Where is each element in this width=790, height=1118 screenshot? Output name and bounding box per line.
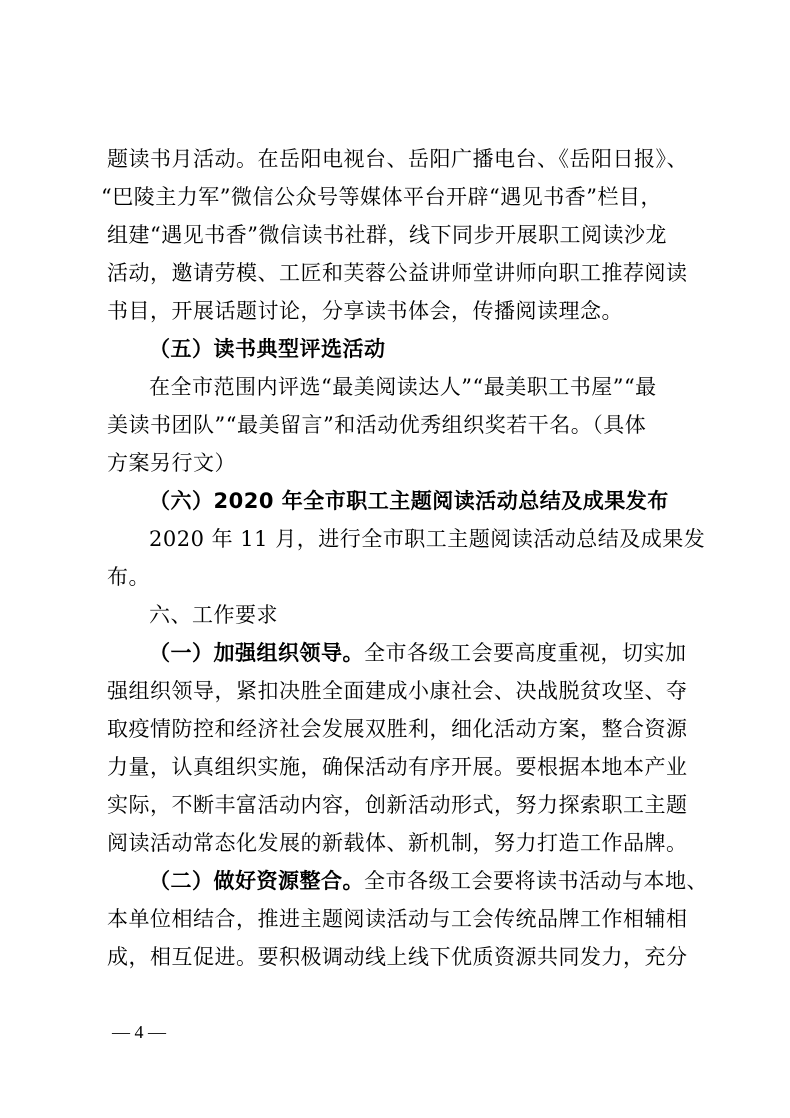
subsection-lead: （二）做好资源整合。 (149, 869, 364, 893)
text-line: 美读书团队”“最美留言”和活动优秀组织奖若干名。（具体 (107, 413, 647, 437)
section-heading: （六）2020 年全市职工主题阅读活动总结及成果发布 (149, 489, 669, 513)
text-line-rest: 全市各级工会要高度重视，切实加 (364, 641, 687, 665)
text-line: 活动，邀请劳模、工匠和芙蓉公益讲师堂讲师向职工推荐阅读 (107, 261, 688, 285)
page-number: — 4 — (112, 1022, 166, 1042)
text-line: 题读书月活动。在岳阳电视台、岳阳广播电台、《岳阳日报》、 (107, 147, 688, 171)
text-line: 实际，不断丰富活动内容，创新活动形式，努力探索职工主题 (107, 793, 688, 817)
text-line: 强组织领导，紧扣决胜全面建成小康社会、决战脱贫攻坚、夺 (107, 679, 688, 703)
text-line-rest: 全市各级工会要将读书活动与本地、 (364, 869, 708, 893)
text-line: 组建“遇见书香”微信读书社群，线下同步开展职工阅读沙龙 (107, 223, 667, 247)
section-title: 六、工作要求 (149, 603, 278, 627)
text-line (107, 862, 708, 900)
text-line: 本单位相结合，推进主题阅读活动与工会传统品牌工作相辅相 (107, 907, 688, 931)
text-line: 方案另行文） (107, 451, 236, 475)
text-line: 力量，认真组织实施，确保活动有序开展。要根据本地本产业 (107, 755, 688, 779)
text-line: 布。 (107, 565, 150, 589)
subsection-lead: （一）加强组织领导。 (149, 641, 364, 665)
text-line: 2020 年 11 月，进行全市职工主题阅读活动总结及成果发 (149, 527, 706, 551)
text-line: 成，相互促进。要积极调动线上线下优质资源共同发力，充分 (107, 945, 688, 969)
page-body (101, 140, 708, 976)
text-line: “巴陵主力军”微信公众号等媒体平台开辟“遇见书香”栏目， (101, 185, 662, 209)
text-line: 取疫情防控和经济社会发展双胜利，细化活动方案，整合资源 (107, 717, 688, 741)
text-line: 书目，开展话题讨论，分享读书体会，传播阅读理念。 (107, 299, 623, 323)
text-line: 阅读活动常态化发展的新载体、新机制，努力打造工作品牌。 (107, 831, 688, 855)
section-heading: （五）读书典型评选活动 (149, 337, 386, 361)
text-line (107, 634, 687, 672)
text-line: 在全市范围内评选“最美阅读达人”“最美职工书屋”“最 (149, 375, 657, 399)
